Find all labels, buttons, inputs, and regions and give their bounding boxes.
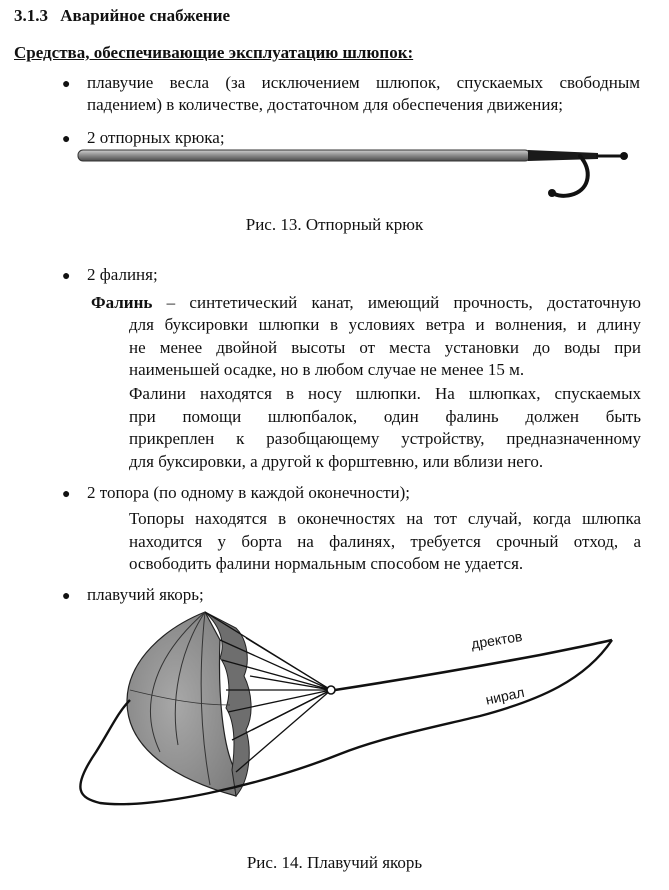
painters-line-2: при помощи шлюпбалок, один фалинь должен быть — [129, 406, 641, 426]
definition-term: Фалинь — [91, 293, 153, 312]
bullet-icon: ● — [62, 132, 71, 147]
definition-line-3: не менее двойной высоты от места установки до воды при — [129, 337, 641, 357]
section-number: 3.1.3 — [14, 6, 48, 25]
label-niral: нирал — [484, 683, 526, 708]
list-item-painters: 2 фалиня; — [87, 265, 158, 284]
painters-line-1: Фалини находятся в носу шлюпки. На шлюпках, спускаемых — [129, 384, 641, 403]
bullet-icon: ● — [62, 77, 71, 92]
figure-14-caption: Рис. 14. Плавучий якорь — [246, 853, 423, 872]
oars-line-2: падением) в количестве, достаточном для обеспечения движения; — [87, 95, 563, 114]
list-item-axes: 2 топора (по одному в каждой оконечности); — [87, 483, 411, 502]
bullet-icon: ● — [62, 487, 71, 502]
axes-line-2: находится у борта на фалинях, требуется срочный отход, а — [129, 531, 641, 551]
definition-line-2: для буксировки шлюпки в условиях ветра и волнения, и длину — [129, 315, 641, 334]
anchor-canopy — [127, 612, 236, 796]
anchor-swivel — [327, 686, 335, 694]
section-title: Аварийное снабжение — [60, 6, 231, 25]
painters-line-3: прикреплен к разобщающему устройству, предназначенному — [129, 429, 641, 448]
subheading: Средства, обеспечивающие эксплуатацию шлюпок: — [14, 43, 414, 62]
definition-line-4: наименьшей осадке, но в любом случае не менее 15 м. — [129, 360, 525, 379]
oars-line-1: плавучие весла (за исключением шлюпок, спускаемых свободным — [87, 73, 640, 92]
figure-13-caption: Рис. 13. Отпорный крюк — [245, 215, 424, 234]
definition-line-1: – синтетический канат, имеющий прочность, достаточную — [166, 293, 641, 312]
axes-line-1: Топоры находятся в оконечностях на тот случай, когда шлюпка — [129, 509, 641, 528]
list-item-hooks: 2 отпорных крюка; — [87, 128, 225, 147]
list-item-anchor: плавучий якорь; — [87, 585, 204, 604]
axes-line-3: освободить фалини нормальным способом не удается. — [129, 554, 524, 573]
bullet-icon: ● — [62, 269, 71, 284]
label-drektov: дректов — [470, 627, 524, 652]
painters-line-4: для буксировки, а другой к форштевню, или вблизи него. — [129, 451, 544, 471]
bullet-icon: ● — [62, 589, 71, 604]
